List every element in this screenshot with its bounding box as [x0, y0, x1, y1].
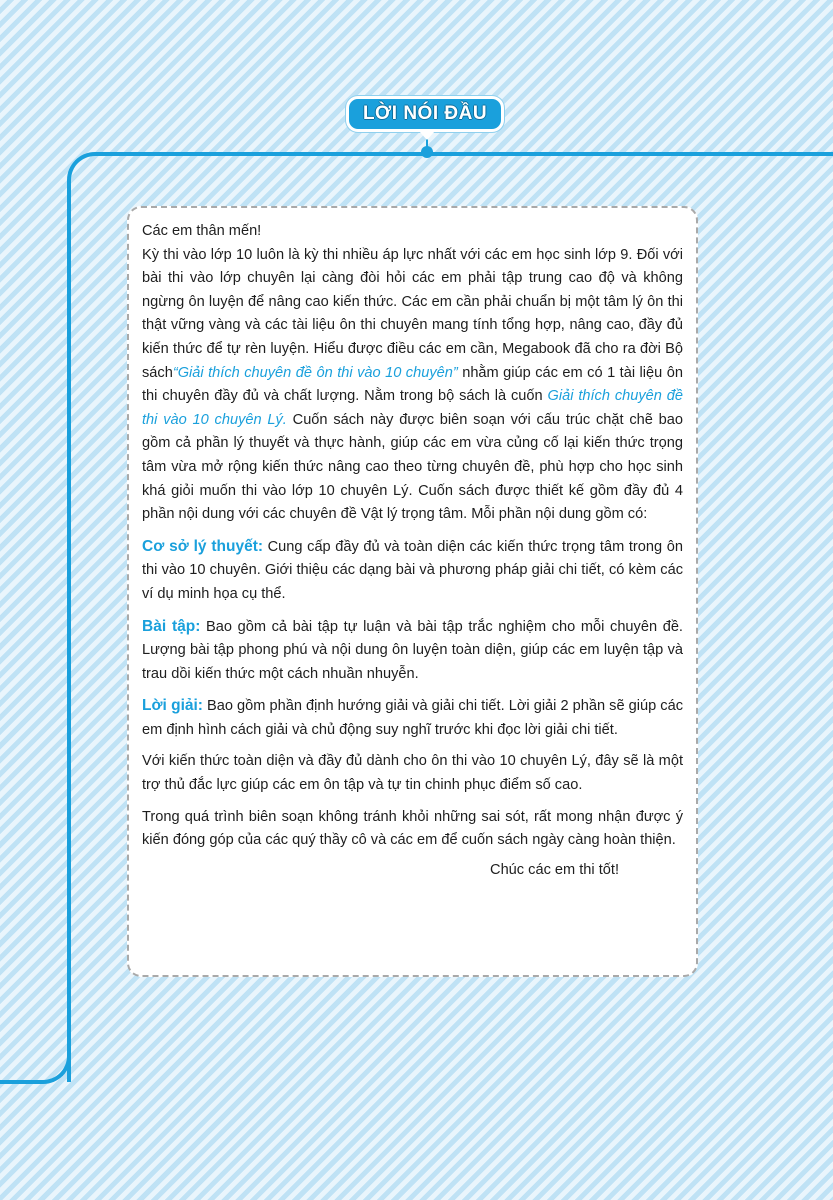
- exercise-paragraph: [142, 615, 683, 687]
- theory-text: Cung cấp đầy đủ và toàn diện các kiến thức trọng tâm trong ôn thi vào 10 chuyên. Giới thiệu các dạng bài và phương pháp giải chi tiết, có kèm các ví dụ minh họa cụ thể.: [142, 538, 683, 602]
- book-title: Giải thích chuyên đề thi vào 10 chuyên Lý.: [142, 388, 683, 428]
- theory-paragraph: [142, 535, 683, 607]
- solution-label: Lời giải:: [142, 697, 203, 715]
- title-badge: [346, 96, 504, 132]
- closing-paragraph-1: Với kiến thức toàn diện và đầy đủ dành cho ôn thi vào 10 chuyên Lý, đây sẽ là một trợ thủ đắc lực giúp các em ôn tập và tự tin chinh phục điểm số cao.: [142, 753, 683, 794]
- intro-text-c: Cuốn sách này được biên soạn với cấu trúc chặt chẽ bao gồm cả phần lý thuyết và thực hành, giúp các em vừa củng cố lại kiến thức trọng tâm vừa mở rộng kiến thức nâng cao theo từng chuyên đề, phù hợp cho học sinh khá giỏi muốn thi vào lớp 10 chuyên Lý. Cuốn sách được thiết kế gồm đầy đủ 4 phần nội dung với các chuyên đề Vật lý trọng tâm. Mỗi phần nội dung gồm có:: [142, 411, 683, 523]
- intro-text-b: nhằm giúp các em có 1 tài liệu ôn thi chuyên đầy đủ và chất lượng. Nằm trong bộ sách là cuốn: [142, 364, 683, 405]
- solution-text: Bao gồm phần định hướng giải và giải chi tiết. Lời giải 2 phần sẽ giúp các em định hình cách giải và chủ động suy nghĩ trước khi đọc lời giải chi tiết.: [142, 698, 683, 738]
- exercise-label: Bài tập:: [142, 617, 201, 635]
- greeting: Các em thân mến!: [142, 223, 262, 239]
- theory-label: Cơ sở lý thuyết:: [142, 537, 264, 555]
- intro-paragraph: [142, 244, 683, 527]
- signoff: Chúc các em thi tốt!: [490, 861, 619, 878]
- page-frame-bottom: [0, 1050, 71, 1084]
- intro-text-a: Kỳ thi vào lớp 10 luôn là kỳ thi nhiều áp lực nhất với các em học sinh lớp 9. Đối với bài thi vào lớp chuyên lại càng đòi hỏi các em phải tập trung cao độ và không ngừng ôn luyện để nâng cao kiến thức. Các em cần phải chuẩn bị một tâm lý ôn thi thật vững vàng và các tài liệu ôn thi chuyên mang tính tổng hợp, nâng cao, đầy đủ kiến thức để tự rèn luyện. Hiểu được điều các em cần, Megabook đã cho ra đời Bộ sách: [142, 246, 683, 381]
- page-title: LỜI NÓI ĐẦU: [362, 103, 488, 124]
- closing-paragraph-2: Trong quá trình biên soạn không tránh khỏi những sai sót, rất mong nhận được ý kiến đóng góp của các quý thầy cô và các em để cuốn sách ngày càng hoàn thiện.: [142, 808, 683, 849]
- exercise-text: Bao gồm cả bài tập tự luận và bài tập trắc nghiệm cho mỗi chuyên đề. Lượng bài tập phong phú và nội dung ôn luyện toàn diện, giúp các em luyện tập và trau dồi kiến thức một cách nhuần nhuyễn.: [142, 618, 683, 682]
- connector-dot: [421, 146, 433, 158]
- badge-pointer: [419, 131, 435, 140]
- preface-panel: [127, 206, 698, 977]
- solution-paragraph: [142, 694, 683, 742]
- series-title: “Giải thích chuyên đề ôn thi vào 10 chuyên”: [172, 364, 458, 381]
